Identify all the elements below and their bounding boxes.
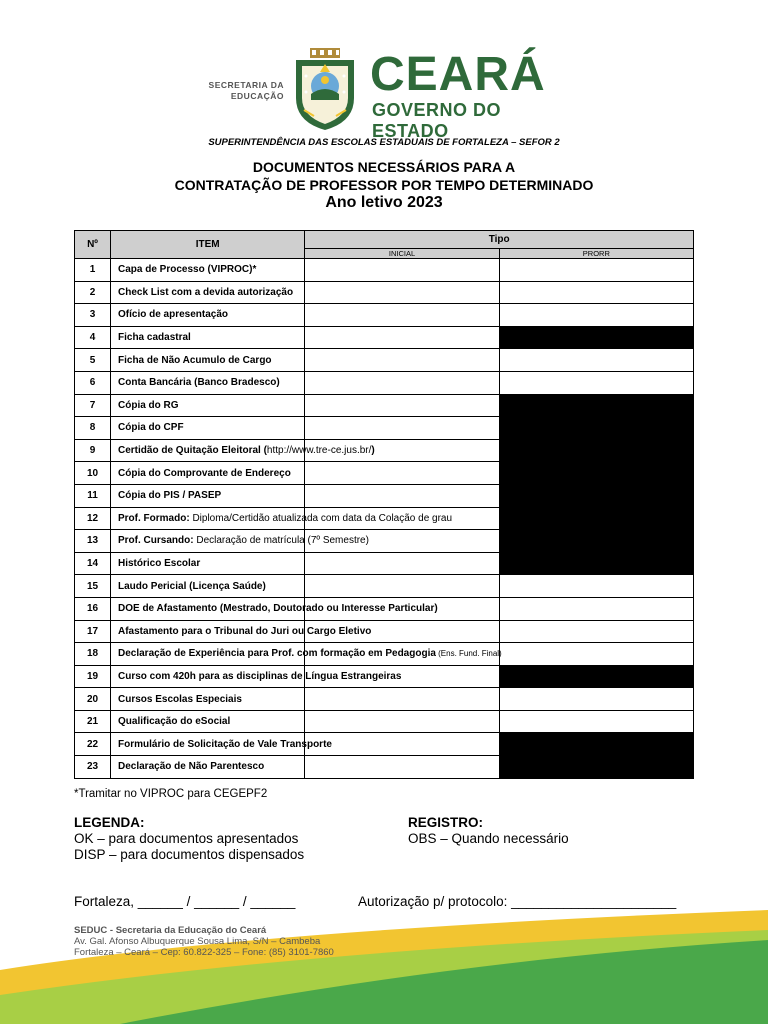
table-row (75, 439, 694, 462)
prorr-cell-blocked (499, 756, 693, 779)
secretaria-line2: EDUCAÇÃO (230, 91, 284, 101)
row-item-label: Declaração de Experiência para Prof. com formação em Pedagogia (118, 648, 436, 660)
row-item (111, 394, 305, 417)
row-number: 15 (75, 575, 111, 598)
row-item (111, 304, 305, 327)
inicial-cell (305, 394, 499, 417)
row-item (111, 371, 305, 394)
inicial-cell (305, 710, 499, 733)
row-item-label: Ofício de apresentação (118, 309, 229, 321)
table-row (75, 710, 694, 733)
row-number: 22 (75, 733, 111, 756)
row-item (111, 620, 372, 643)
table-row (75, 326, 694, 349)
prorr-cell (499, 575, 693, 598)
table-row (75, 304, 694, 327)
row-number: 6 (75, 371, 111, 394)
row-item-note: (Ens. Fund. Final) (435, 649, 502, 659)
inicial-cell (305, 417, 499, 440)
table-row (75, 484, 694, 507)
row-number: 17 (75, 620, 111, 643)
row-number: 12 (75, 507, 111, 530)
prorr-cell (499, 304, 693, 327)
row-item (111, 484, 305, 507)
col-inicial-header: INICIAL (305, 249, 499, 259)
brand-title: CEARÁ (370, 48, 546, 101)
row-item-label: Laudo Pericial (Licença Saúde) (118, 580, 266, 592)
date-line: Fortaleza, ______ / ______ / ______ (74, 894, 296, 909)
inicial-cell (305, 733, 499, 756)
row-number: 3 (75, 304, 111, 327)
row-item (111, 688, 305, 711)
prorr-cell-blocked (499, 530, 693, 553)
table-row (75, 575, 694, 598)
row-item (111, 756, 305, 779)
row-item (111, 326, 305, 349)
prorr-cell-blocked (499, 733, 693, 756)
row-item (111, 349, 305, 372)
inicial-cell (305, 688, 499, 711)
brand-subtitle: GOVERNO DO ESTADO (372, 100, 502, 141)
row-item-suffix: ) (371, 445, 375, 457)
table-row (75, 371, 694, 394)
row-number: 5 (75, 349, 111, 372)
secretaria-line1: SECRETARIA DA (208, 80, 284, 90)
row-item-label: Formulário de Solicitação de Vale Transporte (118, 738, 332, 750)
table-row (75, 417, 694, 440)
row-item-label: Cópia do PIS / PASEP (118, 490, 222, 502)
prorr-cell-blocked (499, 439, 693, 462)
row-number: 8 (75, 417, 111, 440)
footer-waves-decoration (0, 900, 768, 1024)
table-row (75, 259, 694, 282)
prorr-cell (499, 710, 693, 733)
row-item-detail: Declaração de matrícula (7º Semestre) (193, 535, 369, 547)
row-item (111, 462, 305, 485)
row-item-label: Afastamento para o Tribunal do Juri ou Cargo Eletivo (118, 625, 372, 637)
header-logo (200, 44, 580, 141)
row-number: 23 (75, 756, 111, 779)
prorr-cell (499, 597, 693, 620)
table-row (75, 281, 694, 304)
legend-disp: DISP – para documentos dispensados (74, 847, 305, 862)
footer-line3: Fortaleza – Ceará – Cep: 60.822-325 – Fone: (85) 3101-7860 (74, 947, 334, 958)
row-number: 20 (75, 688, 111, 711)
row-item (111, 575, 305, 598)
prorr-cell (499, 643, 693, 666)
row-number: 4 (75, 326, 111, 349)
row-item (111, 530, 369, 553)
prorr-cell (499, 688, 693, 711)
registro-title: REGISTRO: (408, 815, 484, 830)
col-num-header: Nº (75, 231, 111, 259)
table-row (75, 597, 694, 620)
prorr-cell (499, 349, 693, 372)
table-row (75, 349, 694, 372)
col-prorr-header: PRORR (499, 249, 693, 259)
secretaria-label (202, 80, 284, 102)
inicial-cell (305, 259, 499, 282)
row-item (111, 665, 402, 688)
table-row (75, 688, 694, 711)
row-item-label: Cópia do RG (118, 399, 179, 411)
table-row (75, 552, 694, 575)
document-title (0, 158, 768, 212)
inicial-cell (305, 326, 499, 349)
table-row (75, 394, 694, 417)
table-row (75, 733, 694, 756)
row-item-label: Curso com 420h para as disciplinas de Língua Estrangeiras (118, 670, 402, 682)
prorr-cell (499, 620, 693, 643)
footer-address (74, 925, 334, 958)
row-number: 21 (75, 710, 111, 733)
row-number: 9 (75, 439, 111, 462)
inicial-cell (305, 281, 499, 304)
row-item-label: Conta Bancária (Banco Bradesco) (118, 377, 280, 389)
prorr-cell-blocked (499, 665, 693, 688)
row-item-label: Capa de Processo (VIPROC)* (118, 264, 257, 276)
prorr-cell-blocked (499, 552, 693, 575)
row-item-label: Check List com a devida autorização (118, 286, 294, 298)
registro-obs: OBS – Quando necessário (408, 831, 569, 846)
sefor-line: SUPERINTENDÊNCIA DAS ESCOLAS ESTADUAIS DE FORTALEZA – SEFOR 2 (208, 137, 560, 148)
row-number: 14 (75, 552, 111, 575)
row-item-detail: Diploma/Certidão atualizada com data da Colação de grau (189, 512, 453, 524)
inicial-cell (305, 756, 499, 779)
inicial-cell (305, 462, 499, 485)
row-item (111, 281, 305, 304)
prorr-cell (499, 281, 693, 304)
table-row (75, 530, 694, 553)
table-row (75, 462, 694, 485)
row-item (111, 643, 502, 666)
row-item (111, 597, 438, 620)
row-number: 16 (75, 597, 111, 620)
row-item-label: DOE de Afastamento (Mestrado, Doutorado ou Interesse Particular) (118, 603, 438, 615)
row-item (111, 733, 332, 756)
row-number: 2 (75, 281, 111, 304)
col-item-header: ITEM (111, 231, 305, 259)
state-crest-icon (290, 46, 360, 132)
row-number: 1 (75, 259, 111, 282)
authorization-line: Autorização p/ protocolo: ______________________ (358, 894, 677, 909)
row-item-label: Prof. Cursando: (118, 535, 194, 547)
row-number: 18 (75, 643, 111, 666)
row-item-label: Declaração de Não Parentesco (118, 761, 265, 773)
row-number: 19 (75, 665, 111, 688)
row-item (111, 259, 305, 282)
prorr-cell-blocked (499, 326, 693, 349)
row-item-label: Ficha cadastral (118, 332, 191, 344)
row-item-label: Prof. Formado: (118, 512, 190, 524)
inicial-cell (305, 371, 499, 394)
row-number: 11 (75, 484, 111, 507)
footer-line2: Av. Gal. Afonso Albuquerque Sousa Lima, S/N – Cambeba (74, 936, 321, 947)
prorr-cell (499, 259, 693, 282)
title-year: Ano letivo 2023 (325, 194, 443, 211)
inicial-cell (305, 304, 499, 327)
row-item (111, 439, 375, 462)
table-row (75, 756, 694, 779)
table-row (75, 665, 694, 688)
row-item (111, 710, 305, 733)
documents-table (74, 230, 694, 779)
prorr-cell (499, 371, 693, 394)
row-item (111, 417, 305, 440)
row-item-label: Qualificação do eSocial (118, 716, 231, 728)
row-item-label: Certidão de Quitação Eleitoral ( (118, 445, 267, 457)
row-item-detail: http://www.tre-ce.jus.br/ (266, 445, 372, 457)
row-item-label: Cópia do CPF (118, 422, 184, 434)
title-line2: CONTRATAÇÃO DE PROFESSOR POR TEMPO DETERMINADO (174, 177, 594, 193)
inicial-cell (305, 484, 499, 507)
prorr-cell-blocked (499, 462, 693, 485)
row-number: 13 (75, 530, 111, 553)
title-line1: DOCUMENTOS NECESSÁRIOS PARA A (252, 159, 516, 175)
col-tipo-header: Tipo (305, 231, 694, 249)
table-row (75, 620, 694, 643)
inicial-cell (305, 552, 499, 575)
inicial-cell (305, 575, 499, 598)
viproc-note: *Tramitar no VIPROC para CEGEPF2 (74, 788, 268, 800)
row-item-label: Cursos Escolas Especiais (118, 693, 242, 705)
prorr-cell-blocked (499, 417, 693, 440)
prorr-cell-blocked (499, 394, 693, 417)
row-item-label: Cópia do Comprovante de Endereço (118, 467, 291, 479)
footer-line1: SEDUC - Secretaria da Educação do Ceará (74, 925, 267, 936)
table-row (75, 643, 694, 666)
registro-block (408, 815, 569, 847)
table-row (75, 507, 694, 530)
legend-block (74, 815, 304, 863)
legend-title: LEGENDA: (74, 815, 145, 830)
prorr-cell-blocked (499, 484, 693, 507)
row-number: 7 (75, 394, 111, 417)
row-item-label: Histórico Escolar (118, 558, 201, 570)
inicial-cell (305, 349, 499, 372)
row-item (111, 507, 453, 530)
row-item (111, 552, 305, 575)
row-number: 10 (75, 462, 111, 485)
row-item-label: Ficha de Não Acumulo de Cargo (118, 354, 272, 366)
prorr-cell-blocked (499, 507, 693, 530)
legend-ok: OK – para documentos apresentados (74, 831, 299, 846)
